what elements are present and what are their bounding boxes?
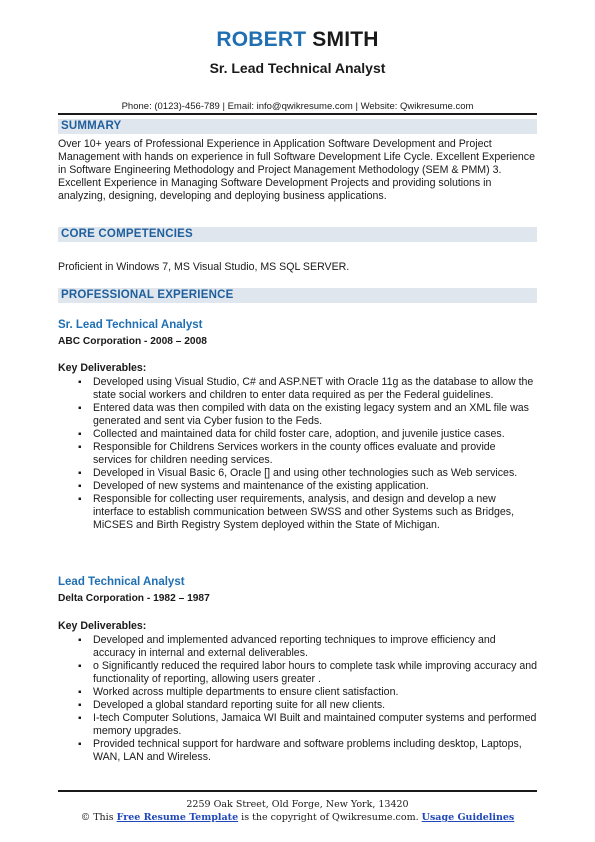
footer-divider [58, 790, 537, 792]
list-item: ▪ Responsible for Childrens Services workers in the county offices evaluate and provide services for children needing services. [58, 441, 537, 467]
copyright-prefix: © This [80, 812, 114, 823]
free-resume-template-link[interactable]: Free Resume Template [116, 812, 239, 823]
summary-text: Over 10+ years of Professional Experience in Application Software Development and Project Management with hands on experience in full Software Development Life Cycle. Excellent Experience in Software Engineering Methodology and Project Management Methodology (SEM & PMM) 3. Excellent Experience in Managing Software Development Projects and providing solutions in analyzing, designing, developing and deploying business applications. [58, 138, 535, 202]
footer-address: 2259 Oak Street, Old Forge, New York, 13420 [186, 799, 409, 810]
copyright-text: is the copyright of Qwikresume.com. [241, 812, 419, 823]
list-item: ▪ Developed using Visual Studio, C# and ASP.NET with Oracle 11g as the database to allow the state social workers and children to enter data required as per the Federal guidelines. [58, 376, 537, 402]
job-company: Delta Corporation - 1982 – 1987 [58, 593, 210, 604]
job-title-heading: Sr. Lead Technical Analyst [209, 60, 386, 76]
section-title: CORE COMPETENCIES [61, 228, 193, 240]
job-company: ABC Corporation - 2008 – 2008 [58, 336, 207, 347]
candidate-name [0, 28, 595, 52]
last-name: SMITH [312, 28, 379, 51]
list-item: ▪ o Significantly reduced the required labor hours to complete task while improving accuracy and functionality of reporting, allowing users greater . [58, 660, 537, 686]
deliverables-list [58, 376, 537, 532]
section-header-competencies [58, 227, 537, 242]
usage-guidelines-link[interactable]: Usage Guidelines [421, 812, 515, 823]
key-deliverables-label: Key Deliverables: [58, 362, 147, 374]
list-item: ▪ Entered data was then compiled with data on the existing legacy system and an XML file was generated and sent via Cyber fusion to the Feds. [58, 402, 537, 428]
list-item: ▪ Provided technical support for hardware and software problems including desktop, Laptops, WAN, LAN and Wireless. [58, 738, 537, 764]
list-item: ▪ Developed a global standard reporting suite for all new clients. [58, 699, 537, 712]
job-title: Sr. Lead Technical Analyst [58, 319, 203, 331]
list-item: ▪ Developed and implemented advanced reporting techniques to improve efficiency and accuracy in internal and external deliverables. [58, 634, 537, 660]
footer-copyright [0, 812, 595, 823]
list-item: ▪ Developed in Visual Basic 6, Oracle [] and using other technologies such as Web services. [58, 467, 537, 480]
list-item: ▪ I-tech Computer Solutions, Jamaica WI Built and maintained computer systems and performed memory upgrades. [58, 712, 537, 738]
section-header-summary [58, 119, 537, 134]
list-item: ▪ Developed of new systems and maintenance of the existing application. [58, 480, 537, 493]
list-item: ▪ Responsible for collecting user requirements, analysis, and design and develop a new interface to establish communication between SWSS and other Systems such as Bridges, MiCSES and Birth Registry System deployed within the State of Michigan. [58, 493, 537, 532]
key-deliverables-label: Key Deliverables: [58, 620, 147, 632]
first-name: ROBERT [216, 28, 307, 51]
section-title: PROFESSIONAL EXPERIENCE [61, 289, 234, 301]
header-divider [58, 113, 537, 115]
list-item: ▪ Collected and maintained data for child foster care, adoption, and juvenile justice cases. [58, 428, 537, 441]
competencies-text: Proficient in Windows 7, MS Visual Studio, MS SQL SERVER. [58, 261, 350, 273]
list-item: ▪ Worked across multiple departments to ensure client satisfaction. [58, 686, 537, 699]
job-title: Lead Technical Analyst [58, 576, 185, 588]
deliverables-list [58, 634, 537, 764]
section-header-experience [58, 288, 537, 303]
section-title: SUMMARY [61, 120, 122, 132]
contact-line: Phone: (0123)-456-789 | Email: info@qwikresume.com | Website: Qwikresume.com [121, 101, 474, 112]
